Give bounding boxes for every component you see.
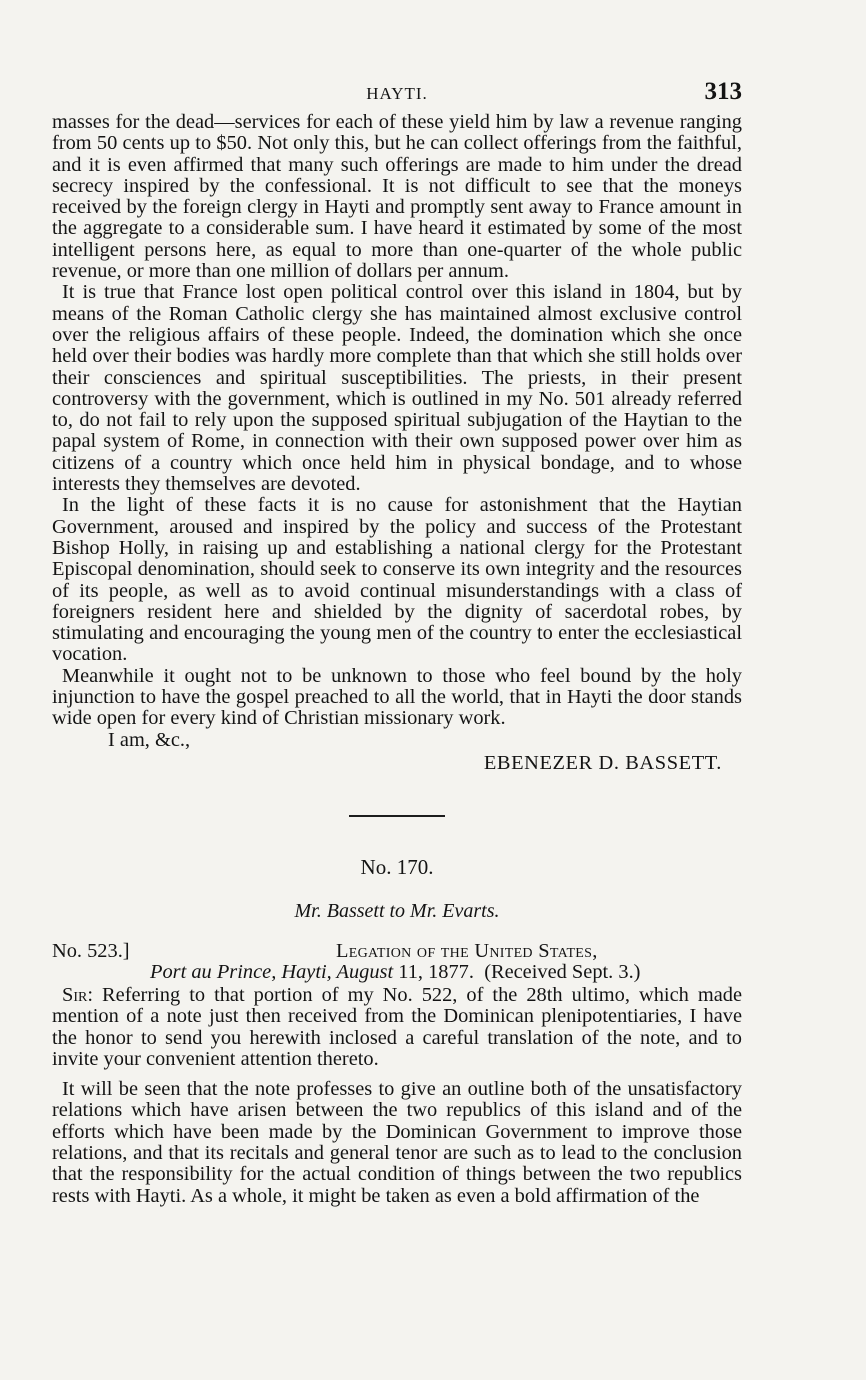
body-paragraph: It will be seen that the note professes to give an outline both of the unsatisfactory relations which have arisen between the two republics of this island and of the efforts which have been made by the Dominican Government to improve those relations, and that its recitals and general tenor are such as to lead to the conclusion that the responsibility for the actual condition of things between the two republics rests with Hayti. As a whole, it might be taken as even a bold affirmation of the xyxy=(52,1078,742,1207)
body-paragraph: Meanwhile it ought not to be unknown to those who feel bound by the holy injunction to have the gospel preached to all the world, that in Hayti the door stands wide open for every kind of Christian missionary work. xyxy=(52,664,742,730)
running-head-title: HAYTI. xyxy=(366,84,428,103)
document-heading: Mr. Bassett to Mr. Evarts. xyxy=(294,899,500,922)
document-number: No. 170. xyxy=(360,854,434,879)
signature: EBENEZER D. BASSETT. xyxy=(483,751,722,774)
received-note: (Received Sept. 3.) xyxy=(484,961,641,984)
date-text: 11, 1877. xyxy=(398,961,474,984)
body-paragraph: In the light of these facts it is no cause for astonishment that the Haytian Government, aroused and inspired by the policy and success of the Protestant Bishop Holly, in raising up and establishing a national clergy for the Protestant Episcopal denomination, should seek to conserve its own integrity and the resources of its people, as well as to avoid continual misunderstandings with a class of foreigners resident here and shielded by the dignity of sacerdotal robes, by stimulating and encouraging the young men of the country to enter the ecclesiastical vocation. xyxy=(52,494,742,666)
legation-line: Legation of the United States, xyxy=(336,939,598,962)
place-text: Port au Prince, Hayti, August xyxy=(150,961,394,984)
running-head xyxy=(52,78,742,112)
closing-line: I am, &c., xyxy=(108,728,191,751)
section-divider xyxy=(349,815,445,817)
body-paragraph xyxy=(52,985,742,1070)
body-paragraph: It is true that France lost open political control over this island in 1804, but by means of the Roman Catholic clergy she has maintained almost exclusive control over the religious affairs of these people. Indeed, the domination which she once held over their bodies was hardly more complete than that which she still holds over their consciences and spiritual susceptibilities. The priests, in their present controversy with the government, which is outlined in my No. 501 already referred to, do not fail to rely upon the supposed spiritual subjugation of the Haytian to the papal system of Rome, in connection with their own supposed power over him as citizens of a country which once held him in physical bondage, and to whose interests they themselves are devoted. xyxy=(52,281,742,496)
body-paragraph: masses for the dead—services for each of these yield him by law a revenue ranging from 50 cents up to $50. Not only this, but he can collect offerings from the faithful, and it is even affirmed that many such offerings are made to him under the dread secrecy inspired by the confessional. It is not difficult to see that the moneys received by the foreign clergy in Hayti and promptly sent away to France amount in the aggregate to a considerable sum. I have heard it estimated by some of the most intelligent persons here, as equal to more than one-quarter of the whole public revenue, or more than one million of dollars per annum. xyxy=(52,111,742,283)
page-number: 313 xyxy=(704,78,742,105)
dispatch-header xyxy=(52,941,742,985)
paragraph-text: Referring to that portion of my No. 522, of the 28th ultimo, which made mention of a note just then received from the Dominican plenipotentiaries, I have the honor to send you herewith inclosed a careful translation of the note, and to invite your convenient attention thereto. xyxy=(52,983,742,1070)
salutation: Sir: xyxy=(62,983,94,1006)
dispatch-number: No. 523.] xyxy=(52,939,130,962)
document-page xyxy=(52,78,742,1207)
place-date-line xyxy=(150,962,640,983)
